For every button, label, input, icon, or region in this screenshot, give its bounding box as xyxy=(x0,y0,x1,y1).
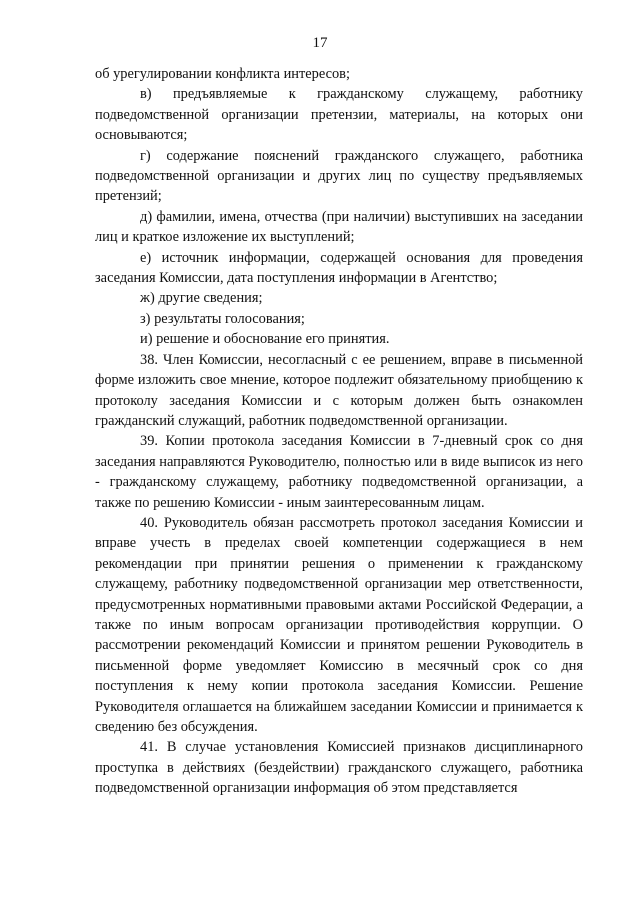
clause-41: 41. В случае установления Комиссией признаков дисциплинарного проступка в действиях (бездействии) гражданского служащего, работника подведомственной организации информация об этом представляется xyxy=(95,739,583,797)
paragraph-continuation: об урегулировании конфликта интересов; xyxy=(95,66,350,82)
document-body xyxy=(95,64,583,799)
clause-39: 39. Копии протокола заседания Комиссии в 7-дневный срок со дня заседания направляются Руководителю, полностью или в виде выписок из него - гражданскому служащему, работнику подведомственной организации, а также по решению Комиссии - иным заинтересованным лицам. xyxy=(95,433,583,511)
page-number: 17 xyxy=(312,35,328,51)
list-item-z: з) результаты голосования; xyxy=(140,310,305,327)
clause-40: 40. Руководитель обязан рассмотреть протокол заседания Комиссии и вправе учесть в пределах своей компетенции содержащиеся в нем рекомендации при принятии решения о применении к гражданскому служащему, работнику подведомственной организации мер ответственности, предусмотренных нормативными правовыми актами Российской Федерации, а также по иным вопросам организации противодействия коррупции. О рассмотрении рекомендаций Комиссии и принятом решении Руководитель в письменной форме уведомляет Комиссию в месячный срок со дня поступления к нему копии протокола заседания Комиссии. Решение Руководителя оглашается на ближайшем заседании Комиссии и принимается к сведению без обсуждения. xyxy=(95,514,583,735)
list-item-zh: ж) другие сведения; xyxy=(140,290,263,307)
list-item-i: и) решение и обоснование его принятия. xyxy=(140,331,390,348)
clause-38: 38. Член Комиссии, несогласный с ее решением, вправе в письменной форме изложить свое мнение, которое подлежит обязательному приобщению к протоколу заседания Комиссии и с которым должен быть ознакомлен гражданский служащий, работник подведомственной организации. xyxy=(95,351,583,429)
list-item-e: е) источник информации, содержащей основания для проведения заседания Комиссии, дата поступления информации в Агентство; xyxy=(95,249,583,287)
list-item-g: г) содержание пояснений гражданского служащего, работника подведомственной организации и других лиц по существу предъявляемых претензий; xyxy=(95,147,583,205)
list-item-d: д) фамилии, имена, отчества (при наличии) выступивших на заседании лиц и краткое изложение их выступлений; xyxy=(95,208,583,246)
list-item-v: в) предъявляемые к гражданскому служащему, работнику подведомственной организации претензии, материалы, на которых они основываются; xyxy=(95,86,583,144)
